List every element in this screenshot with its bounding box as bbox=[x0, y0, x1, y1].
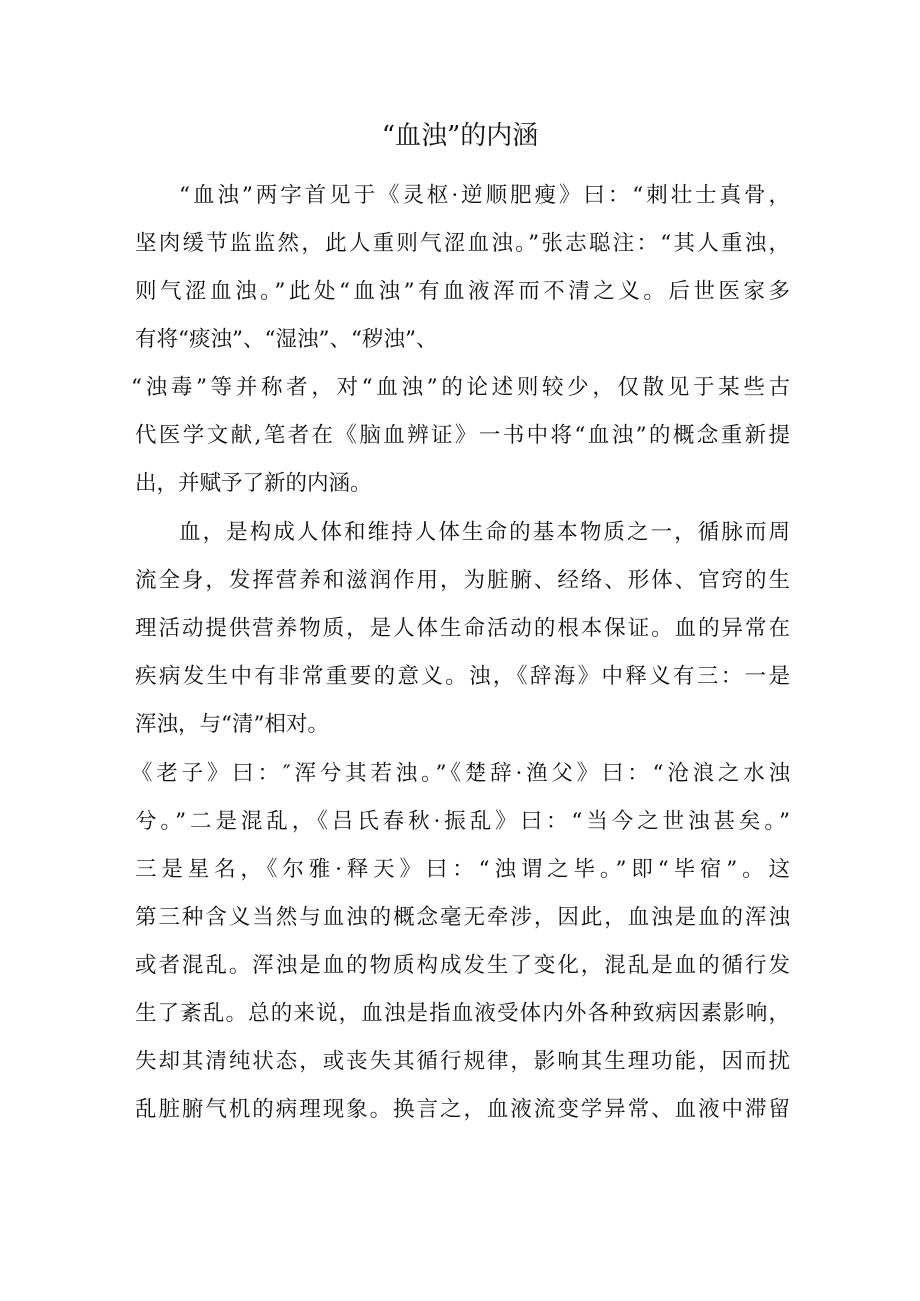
paragraph-1-line-3: 则气涩血浊。”此处“血浊”有血液浑而不清之义。后世医家多 bbox=[135, 279, 790, 304]
paragraph-3-line-1: 血，是构成人体和维持人体生命的基本物质之一，循脉而周 bbox=[179, 520, 790, 545]
paragraph-4-line-1: 《老子》曰：″浑兮其若浊。”《楚辞·渔父》曰：“沧浪之水浊 bbox=[131, 761, 790, 786]
paragraph-4-line-4: 第三种含义当然与血浊的概念毫无牵涉，因此，血浊是血的浑浊 bbox=[135, 905, 790, 930]
paragraph-2-line-1: “浊毒”等并称者，对“血浊”的论述则较少，仅散见于某些古 bbox=[131, 375, 790, 400]
paragraph-4-line-6: 生了紊乱。总的来说，血浊是指血液受体内外各种致病因素影响， bbox=[135, 1001, 790, 1026]
paragraph-3-line-3: 理活动提供营养物质，是人体生命活动的根本保证。血的异常在 bbox=[135, 616, 790, 641]
paragraph-4-line-7: 失却其清纯状态，或丧失其循行规律，影响其生理功能，因而扰 bbox=[135, 1049, 790, 1074]
paragraph-4-line-5: 或者混乱。浑浊是血的物质构成发生了变化，混乱是血的循行发 bbox=[135, 953, 790, 978]
paragraph-2-line-3: 出，并赋予了新的内涵。 bbox=[135, 471, 372, 496]
paragraph-4-line-2: 兮。”二是混乱，《吕氏春秋·振乱》曰：“当今之世浊甚矣。” bbox=[135, 809, 790, 834]
paragraph-4-line-8: 乱脏腑气机的病理现象。换言之，血液流变学异常、血液中滞留 bbox=[135, 1097, 790, 1122]
paragraph-3-line-4: 疾病发生中有非常重要的意义。浊，《辞海》中释义有三：一是 bbox=[135, 664, 790, 689]
paragraph-2-line-2: 代医学文献,笔者在《脑血辨证》一书中将“血浊”的概念重新提 bbox=[135, 423, 790, 448]
paragraph-1-line-1: “血浊”两字首见于《灵枢·逆顺肥瘦》曰：“刺壮士真骨， bbox=[179, 183, 790, 208]
paragraph-3-line-5: 浑浊，与“清”相对。 bbox=[135, 712, 329, 737]
paragraph-3-line-2: 流全身，发挥营养和滋润作用，为脏腑、经络、形体、官窍的生 bbox=[135, 568, 790, 593]
page-title: “血浊”的内涵 bbox=[381, 121, 539, 151]
paragraph-4-line-3: 三是星名，《尔雅·释天》曰：“浊谓之毕。”即“毕宿”。这 bbox=[135, 857, 790, 882]
paragraph-1-line-2: 坚肉缓节监监然，此人重则气涩血浊。”张志聪注：“其人重浊， bbox=[135, 231, 790, 256]
paragraph-1-line-4: 有将“痰浊”、“湿浊”、“秽浊”、 bbox=[135, 327, 438, 352]
